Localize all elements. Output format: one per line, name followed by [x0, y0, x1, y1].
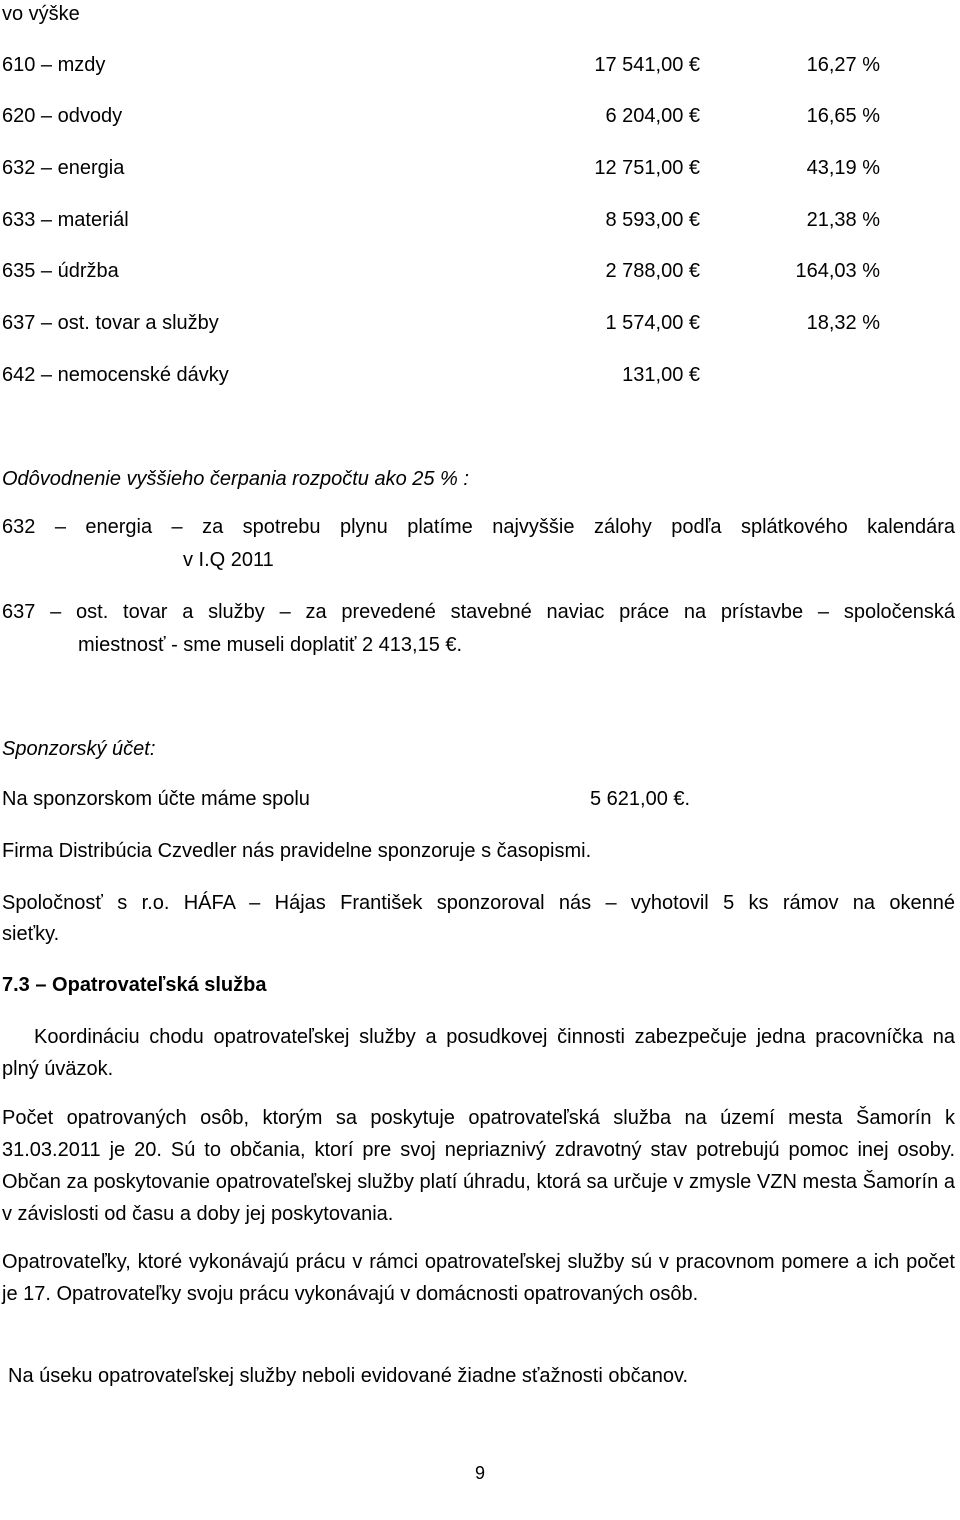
cost-percent: 16,65 %: [806, 105, 880, 127]
paragraph: Opatrovateľky, ktoré vykonávajú prácu v rámci opatrovateľskej služby sú v pracovnom pomere a ich počet je 17. Opatrovateľky svoju prácu vykonávajú v domácnosti opatrovaných osôb.: [2, 1251, 955, 1305]
sponsor-line: Firma Distribúcia Czvedler nás pravidelne sponzoruje s časopismi.: [2, 840, 592, 862]
cost-amount: 6 204,00 €: [605, 105, 700, 127]
cost-label: 633 – materiál: [2, 209, 129, 231]
cost-amount: 12 751,00 €: [594, 157, 700, 179]
table-row: [2, 259, 952, 283]
cost-amount: 17 541,00 €: [594, 54, 700, 76]
table-row: [2, 104, 952, 128]
cost-percent: 43,19 %: [806, 157, 880, 179]
cost-label: 642 – nemocenské dávky: [2, 364, 229, 386]
cost-label: 632 – energia: [2, 157, 125, 179]
table-row: [2, 363, 952, 387]
cost-percent: 164,03 %: [795, 260, 880, 282]
paragraph: Na úseku opatrovateľskej služby neboli evidované žiadne sťažnosti občanov.: [8, 1365, 689, 1387]
paragraph: Koordináciu chodu opatrovateľskej služby a posudkovej činnosti zabezpečuje jedna pracovníčka na plný úväzok.: [2, 1026, 955, 1080]
page-number: 9: [474, 1463, 485, 1483]
cost-amount: 1 574,00 €: [605, 312, 700, 334]
justification-heading: Odôvodnenie vyššieho čerpania rozpočtu ako 25 % :: [2, 468, 469, 490]
justification-item-continuation: miestnosť - sme museli doplatiť 2 413,15 €.: [78, 634, 463, 656]
cost-amount: 8 593,00 €: [605, 209, 700, 231]
paragraph: Počet opatrovaných osôb, ktorým sa poskytuje opatrovateľská služba na území mesta Šamorín k 31.03.2011 je 20. Sú to občania, ktorí pre svoj nepriaznivý zdravotný stav potrebujú pomoc inej osoby. Občan za poskytovanie opatrovateľskej služby platí úhradu, ktorá sa určuje v zmysle VZN mesta Šamorín a v závislosti od času a doby jej poskytovania.: [2, 1107, 955, 1225]
cost-label: 610 – mzdy: [2, 54, 106, 76]
sponsor-heading: Sponzorský účet:: [2, 738, 156, 760]
cost-label: 620 – odvody: [2, 105, 123, 127]
sponsor-total-label: Na sponzorskom účte máme spolu: [2, 788, 310, 810]
continuation-text: vo výške: [2, 3, 80, 25]
table-row: [2, 311, 952, 335]
section-heading: 7.3 – Opatrovateľská služba: [2, 974, 267, 996]
cost-percent: 18,32 %: [806, 312, 880, 334]
sponsor-line: Spoločnosť s r.o. HÁFA – Hájas František sponzoroval nás – vyhotovil 5 ks rámov na okenné: [2, 892, 955, 914]
cost-label: 637 – ost. tovar a služby: [2, 312, 219, 334]
justification-item-line: 637 – ost. tovar a služby – za prevedené stavebné naviac práce na prístavbe – spoločenská: [2, 601, 955, 623]
justification-item-continuation: v I.Q 2011: [183, 549, 274, 571]
cost-amount: 2 788,00 €: [605, 260, 700, 282]
sponsor-total-value: 5 621,00 €.: [590, 788, 691, 810]
table-row: [2, 156, 952, 180]
cost-amount: 131,00 €: [622, 364, 700, 386]
justification-item-line: 632 – energia – za spotrebu plynu platíme najvyššie zálohy podľa splátkového kalendára: [2, 516, 955, 538]
cost-percent: 21,38 %: [806, 209, 880, 231]
cost-percent: 16,27 %: [806, 54, 880, 76]
cost-label: 635 – údržba: [2, 260, 119, 282]
sponsor-line-continuation: sieťky.: [2, 923, 60, 945]
table-row: [2, 53, 952, 77]
table-row: [2, 208, 952, 232]
